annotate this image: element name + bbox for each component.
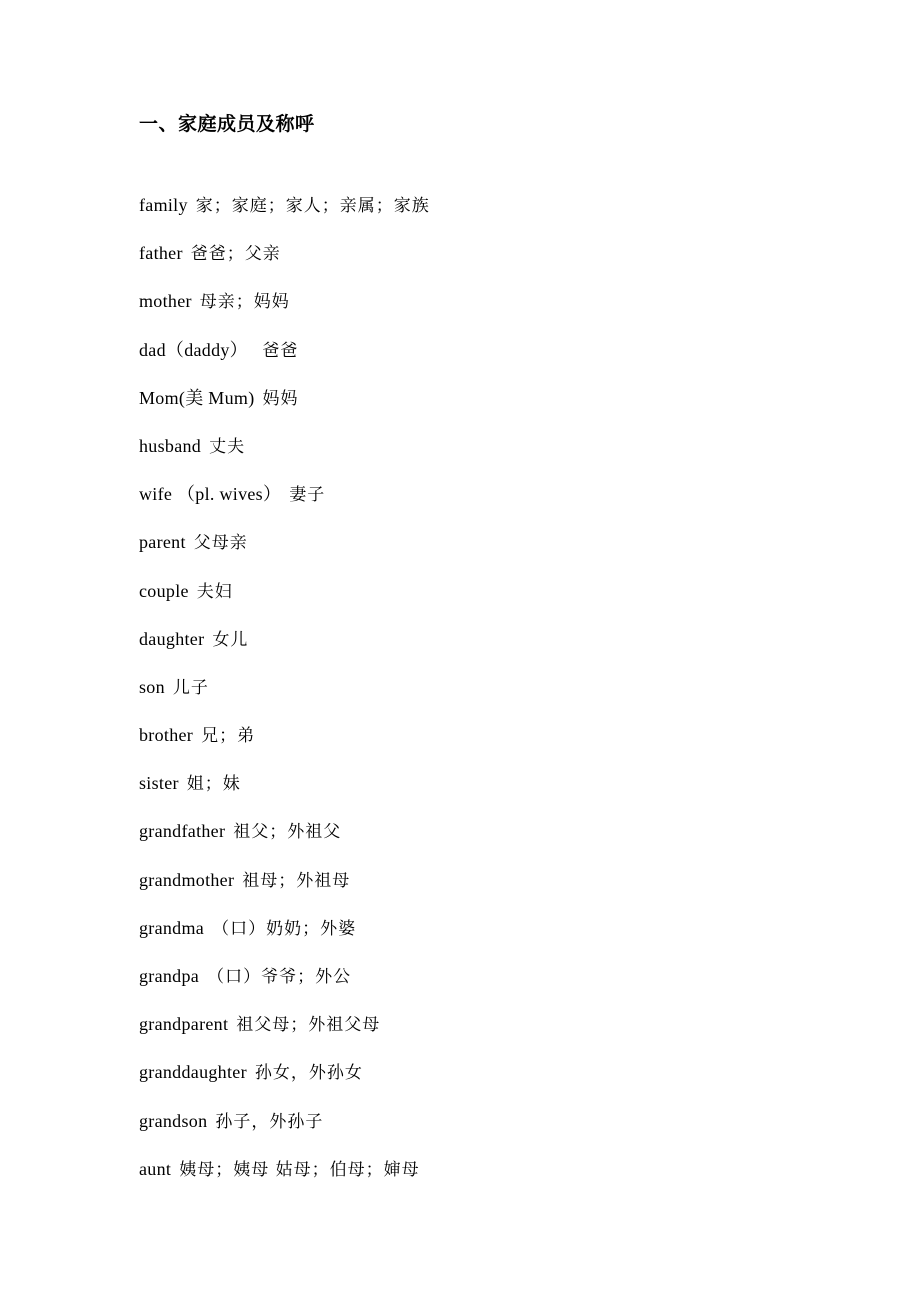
chinese-gloss: （口）奶奶；外婆 — [212, 918, 357, 939]
chinese-gloss: 妈妈 — [262, 388, 299, 409]
chinese-gloss: 父母亲 — [193, 533, 248, 554]
vocab-entry — [139, 385, 430, 433]
vocab-entry — [139, 674, 430, 722]
chinese-gloss: 女儿 — [212, 629, 249, 650]
english-term: husband — [139, 435, 202, 456]
chinese-gloss: 姨母；姨母 姑母；伯母；婶母 — [179, 1159, 420, 1180]
vocab-entry — [139, 1059, 430, 1107]
english-term: grandparent — [139, 1014, 229, 1035]
english-term: grandpa — [139, 966, 200, 986]
english-term: brother — [139, 725, 194, 746]
english-term: wife （pl. wives） — [139, 484, 282, 505]
english-term: sister — [139, 773, 179, 794]
english-term: family — [139, 195, 188, 215]
chinese-gloss: 儿子 — [172, 677, 209, 698]
vocab-entry — [139, 288, 430, 336]
english-term: grandson — [139, 1110, 208, 1131]
english-term: parent — [139, 532, 186, 553]
english-term: dad（daddy） — [139, 339, 248, 360]
chinese-gloss: 姐；妹 — [186, 774, 241, 795]
english-term: daughter — [139, 628, 205, 649]
english-term: son — [139, 676, 165, 697]
vocab-entry — [139, 770, 430, 818]
english-term: couple — [139, 580, 189, 601]
english-term: granddaughter — [139, 1062, 247, 1083]
chinese-gloss: 妻子 — [289, 485, 326, 506]
vocab-entry — [139, 1156, 430, 1204]
vocab-entry — [139, 1011, 430, 1059]
english-term: aunt — [139, 1158, 172, 1179]
english-term: Mom(美 Mum) — [139, 387, 255, 408]
vocabulary-list — [139, 192, 430, 1204]
vocab-entry — [139, 626, 430, 674]
chinese-gloss: 祖母；外祖母 — [242, 870, 351, 891]
vocab-entry — [139, 915, 430, 963]
chinese-gloss: 母亲；妈妈 — [199, 292, 290, 313]
english-term: grandfather — [139, 821, 226, 842]
chinese-gloss: 兄；弟 — [201, 726, 256, 747]
vocab-entry — [139, 578, 430, 626]
vocab-entry — [139, 481, 430, 529]
chinese-gloss: （口）爷爷；外公 — [207, 967, 352, 987]
chinese-gloss: 祖父母；外祖父母 — [236, 1015, 381, 1036]
vocab-entry — [139, 1108, 430, 1156]
chinese-gloss: 爸爸 — [255, 340, 299, 361]
vocab-entry — [139, 722, 430, 770]
english-term: grandmother — [139, 869, 235, 890]
vocab-entry — [139, 337, 430, 385]
chinese-gloss: 祖父；外祖父 — [233, 822, 342, 843]
vocab-entry — [139, 529, 430, 577]
vocab-entry — [139, 433, 430, 481]
vocab-entry — [139, 192, 430, 240]
vocab-entry — [139, 867, 430, 915]
chinese-gloss: 丈夫 — [209, 436, 246, 457]
chinese-gloss: 孙女，外孙女 — [254, 1063, 363, 1084]
chinese-gloss: 孙子，外孙子 — [215, 1111, 324, 1132]
chinese-gloss: 爸爸；父亲 — [190, 244, 281, 265]
section-heading: 一、家庭成员及称呼 — [139, 113, 315, 135]
english-term: mother — [139, 291, 192, 312]
english-term: father — [139, 243, 183, 264]
vocab-entry — [139, 240, 430, 288]
english-term: grandma — [139, 917, 205, 938]
vocab-entry — [139, 818, 430, 866]
chinese-gloss: 家；家庭；家人；亲属；家族 — [195, 196, 430, 216]
vocab-entry — [139, 963, 430, 1011]
chinese-gloss: 夫妇 — [196, 581, 233, 602]
